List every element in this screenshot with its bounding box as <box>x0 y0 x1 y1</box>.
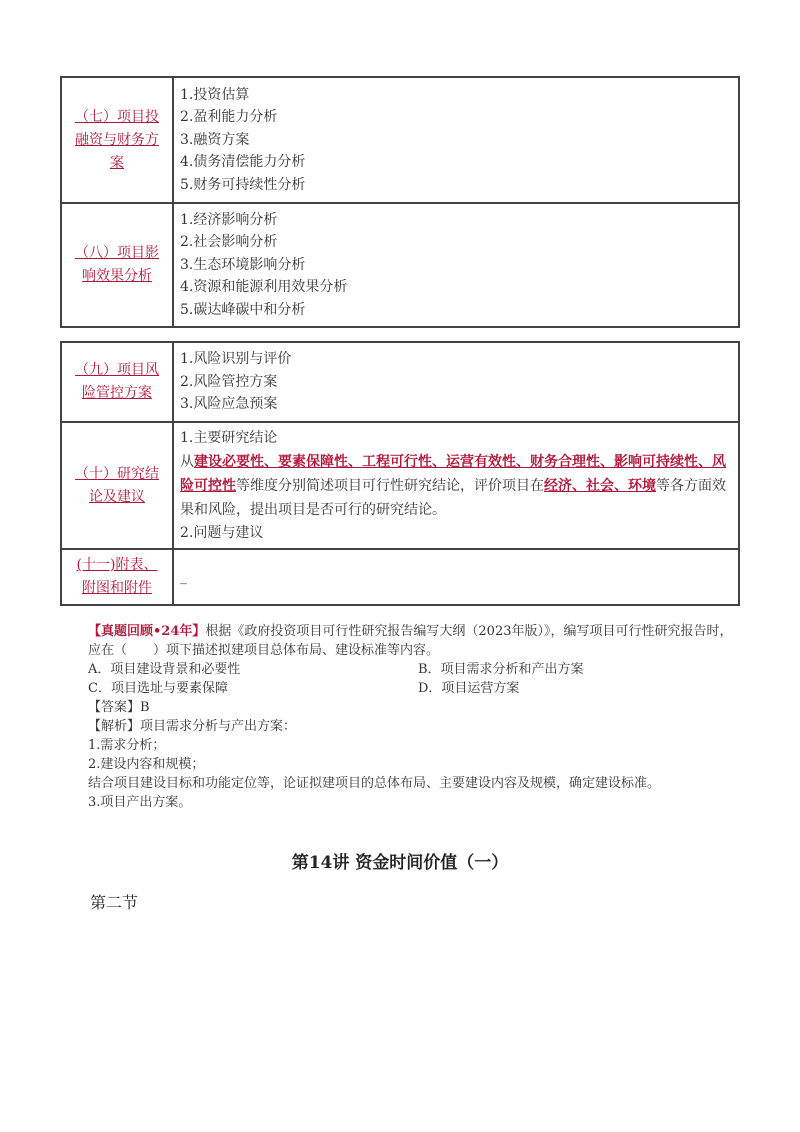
question-stem <box>88 622 742 660</box>
list-item: 1.主要研究结论 <box>180 430 278 446</box>
list-item: 5.碳达峰碳中和分析 <box>180 301 306 318</box>
list-item: 4.资源和能源利用效果分析 <box>180 279 348 296</box>
list-item: 2.盈利能力分析 <box>180 109 278 126</box>
items-cell <box>173 422 739 549</box>
items-cell <box>173 549 739 605</box>
analysis-line: 1.需求分析； <box>88 738 166 753</box>
analysis-line: 2.建设内容和规模； <box>88 757 205 772</box>
option-a[interactable]: A．项目建设背景和必要性 <box>88 662 241 677</box>
outline-table-2 <box>60 341 740 606</box>
section-title-10[interactable]: （十）研究结 论及建议 <box>75 465 159 505</box>
list-item: 2.社会影响分析 <box>180 234 278 251</box>
items-cell <box>173 203 739 327</box>
section-title-9[interactable]: （九）项目风 险管控方案 <box>75 362 159 401</box>
list-item: 3.风险应急预案 <box>180 396 278 413</box>
answer: 【答案】B <box>88 700 150 715</box>
list-item: 3.融资方案 <box>180 131 250 148</box>
highlight-aspects: 经济、社会、环境 <box>544 477 656 494</box>
option-c[interactable]: C．项目选址与要素保障 <box>88 681 228 696</box>
outline-table-1 <box>60 76 740 328</box>
section-cell[interactable] <box>61 549 173 605</box>
table-row <box>61 77 739 203</box>
middle-text: 等维度分别简述项目可行性研究结论，评价项目在 <box>236 477 544 494</box>
table-row <box>61 203 739 327</box>
section-cell[interactable] <box>61 203 173 327</box>
options-row-2 <box>88 679 742 698</box>
question-stem-text: 根据《政府投资项目可行性研究报告编写大纲（2023年版）》，编写项目可行性研究报告时，应在（ ）项下描述拟建项目总体布局、建设标准等内容。 <box>88 624 733 658</box>
items-cell <box>173 342 739 422</box>
table-row <box>61 549 739 605</box>
list-item: 5.财务可持续性分析 <box>180 176 306 193</box>
research-conclusion-text <box>180 450 732 522</box>
section-title-7[interactable]: （七）项目投 融资与财务方 案 <box>75 108 159 171</box>
highlight-dimensions: 建设必要性、要素保障性、工程可行性、运营有效性、财务合理性、影响可持续性、风险可控性 <box>180 453 726 494</box>
exam-question <box>88 622 742 812</box>
table-row <box>61 342 739 422</box>
analysis-line: 结合项目建设目标和功能定位等，论证拟建项目的总体布局、主要建设内容及规模，确定建设标准。 <box>88 776 661 791</box>
section-title-11[interactable]: (十一)附表、 附图和附件 <box>76 557 158 597</box>
section-cell[interactable] <box>61 77 173 203</box>
section-cell[interactable] <box>61 422 173 549</box>
options-row-1 <box>88 660 742 679</box>
tail-text: 等各方面效果和风险，提出项目是否可行的研究结论。 <box>180 477 726 518</box>
list-item: 1.风险识别与评价 <box>180 351 292 368</box>
option-d[interactable]: D．项目运营方案 <box>418 681 520 696</box>
list-item: 1.经济影响分析 <box>180 211 278 228</box>
prefix-text: 从 <box>180 453 194 470</box>
lecture-title: 第14讲 资金时间价值（一） <box>291 853 509 873</box>
analysis-line: 3.项目产出方案。 <box>88 795 192 810</box>
section-title-8[interactable]: （八）项目影 响效果分析 <box>75 245 159 284</box>
list-item: 4.债务清偿能力分析 <box>180 154 306 171</box>
section-cell[interactable] <box>61 342 173 422</box>
question-tag: 【真题回顾•24年】 <box>88 624 206 639</box>
list-item: 2.风险管控方案 <box>180 373 278 390</box>
option-b[interactable]: B．项目需求分析和产出方案 <box>418 662 584 677</box>
list-item: 1.投资估算 <box>180 86 250 103</box>
appendix-content: _ <box>180 568 187 585</box>
analysis-title: 【解析】项目需求分析与产出方案： <box>88 719 297 734</box>
items-cell <box>173 77 739 203</box>
list-item: 3.生态环境影响分析 <box>180 256 306 273</box>
table-row <box>61 422 739 549</box>
section-heading: 第二节 <box>90 893 139 912</box>
list-item: 2.问题与建议 <box>180 524 264 541</box>
